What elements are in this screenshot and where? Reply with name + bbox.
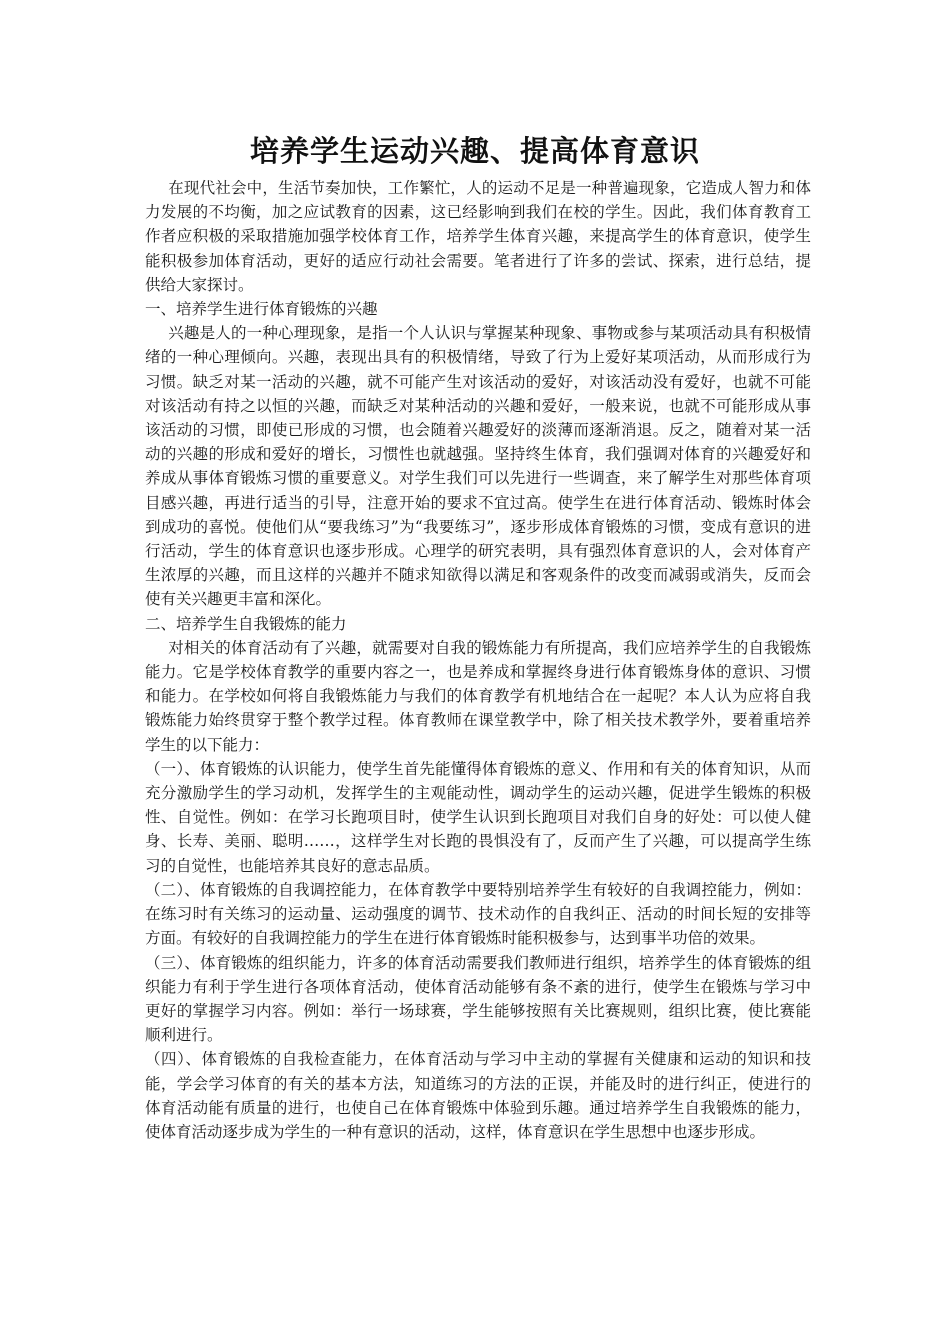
document-title: 培养学生运动兴趣、提高体育意识	[249, 134, 700, 168]
ability-item-2: （二）、体育锻炼的自我调控能力，在体育教学中要特别培养学生有较好的自我调控能力，例如：在练习时有关练习的运动量、运动强度的调节、技术动作的自我纠正、活动的时间长短的安排等方面。有较好的自我调控能力的学生在进行体育锻炼时能积极参与，达到事半功倍的效果。	[145, 880, 811, 948]
ability-item-3: （三）、体育锻炼的组织能力，许多的体育活动需要我们教师进行组织，培养学生的体育锻炼的组织能力有利于学生进行各项体育活动，使体育活动能够有条不紊的进行，使学生在锻炼与学习中更好的掌握学习内容。例如：举行一场球赛，学生能够按照有关比赛规则，组织比赛，使比赛能顺利进行。	[145, 953, 811, 1045]
intro-paragraph: 在现代社会中，生活节奏加快，工作繁忙，人的运动不足是一种普遍现象，它造成人智力和体力发展的不均衡，加之应试教育的因素，这已经影响到我们在校的学生。因此，我们体育教育工作者应积极的采取措施加强学校体育工作，培养学生体育兴趣，来提高学生的体育意识，使学生能积极参加体育活动，更好的适应行动社会需要。笔者进行了许多的尝试、探索，进行总结，提供给大家探讨。	[145, 179, 811, 294]
section-1-paragraph: 兴趣是人的一种心理现象，是指一个人认识与掌握某种现象、事物或参与某项活动具有积极情绪的一种心理倾向。兴趣，表现出具有的积极情绪，导致了行为上爱好某项活动，从而形成行为习惯。缺乏对某一活动的兴趣，就不可能产生对该活动的爱好，对该活动没有爱好，也就不可能对该活动有持之以恒的兴趣，而缺乏对某种活动的兴趣和爱好，一般来说，也就不可能形成从事该活动的习惯，即使已形成的习惯，也会随着兴趣爱好的淡薄而逐渐消退。反之，随着对某一活动的兴趣的形成和爱好的增长，习惯性也就越强。坚持终生体育，我们强调对体育的兴趣爱好和养成从事体育锻炼习惯的重要意义。对学生我们可以先进行一些调查，来了解学生对那些体育项目感兴趣，再进行适当的引导，注意开始的要求不宜过高。使学生在进行体育活动、锻炼时体会到成功的喜悦。使他们从“要我练习”为“我要练习”，逐步形成体育锻炼的习惯，变成有意识的进行活动，学生的体育意识也逐步形成。心理学的研究表明，具有强烈体育意识的人，会对体育产生浓厚的兴趣，而且这样的兴趣并不随求知欲得以满足和客观条件的改变而减弱或消失，反而会使有关兴趣更丰富和深化。	[145, 324, 811, 609]
section-heading-2: 二、培养学生自我锻炼的能力	[145, 614, 347, 633]
section-heading-1: 一、培养学生进行体育锻炼的兴趣	[145, 300, 378, 319]
ability-item-1: （一）、体育锻炼的认识能力，使学生首先能懂得体育锻炼的意义、作用和有关的体育知识，从而充分激励学生的学习动机，发挥学生的主观能动性，调动学生的运动兴趣，促进学生锻炼的积极性、自觉性。例如：在学习长跑项目时，使学生认识到长跑项目对我们自身的好处：可以使人健身、长寿、美丽、聪明……，这样学生对长跑的畏惧没有了，反而产生了兴趣，可以提高学生练习的自觉性，也能培养其良好的意志品质。	[145, 759, 811, 875]
document-body	[145, 176, 811, 1144]
ability-item-4: （四）、体育锻炼的自我检查能力，在体育活动与学习中主动的掌握有关健康和运动的知识和技能，学会学习体育的有关的基本方法，知道练习的方法的正误，并能及时的进行纠正，使进行的体育活动能有质量的进行，也使自己在体育锻炼中体验到乐趣。通过培养学生自我锻炼的能力，使体育活动逐步成为学生的一种有意识的活动，这样，体育意识在学生思想中也逐步形成。	[145, 1050, 811, 1141]
section-2-paragraph: 对相关的体育活动有了兴趣，就需要对自我的锻炼能力有所提高，我们应培养学生的自我锻炼能力。它是学校体育教学的重要内容之一，也是养成和掌握终身进行体育锻炼身体的意识、习惯和能力。在学校如何将自我锻炼能力与我们的体育教学有机地结合在一起呢？本人认为应将自我锻炼能力始终贯穿于整个教学过程。体育教师在课堂教学中，除了相关技术教学外，要着重培养学生的以下能力：	[145, 638, 811, 754]
